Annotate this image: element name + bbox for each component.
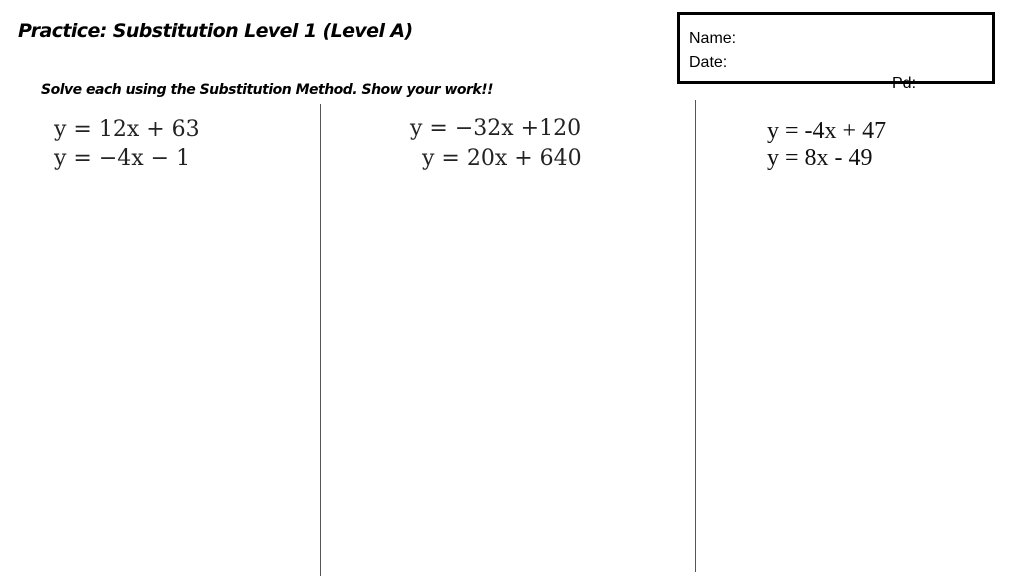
date-label: Date: <box>689 54 728 71</box>
column-divider-1 <box>320 104 321 576</box>
problem-3-equation-2: y = 8x - 49 <box>767 145 873 171</box>
problem-1-equation-1: y = 12x + 63 <box>54 117 200 142</box>
problem-2-equation-2: y = 20x + 640 <box>422 146 582 171</box>
problem-1-equation-2: y = −4x − 1 <box>54 146 191 171</box>
instructions-text: Solve each using the Substitution Method. Show your work!! <box>41 82 493 98</box>
problem-3-equation-1: y = -4x + 47 <box>767 118 887 144</box>
period-label: Pd: <box>892 75 917 92</box>
problem-2-equation-1: y = −32x +120 <box>410 116 582 141</box>
column-divider-2 <box>695 100 696 572</box>
worksheet-title: Practice: Substitution Level 1 (Level A) <box>18 20 413 42</box>
name-label: Name: <box>689 30 737 47</box>
student-info-box <box>677 12 995 84</box>
